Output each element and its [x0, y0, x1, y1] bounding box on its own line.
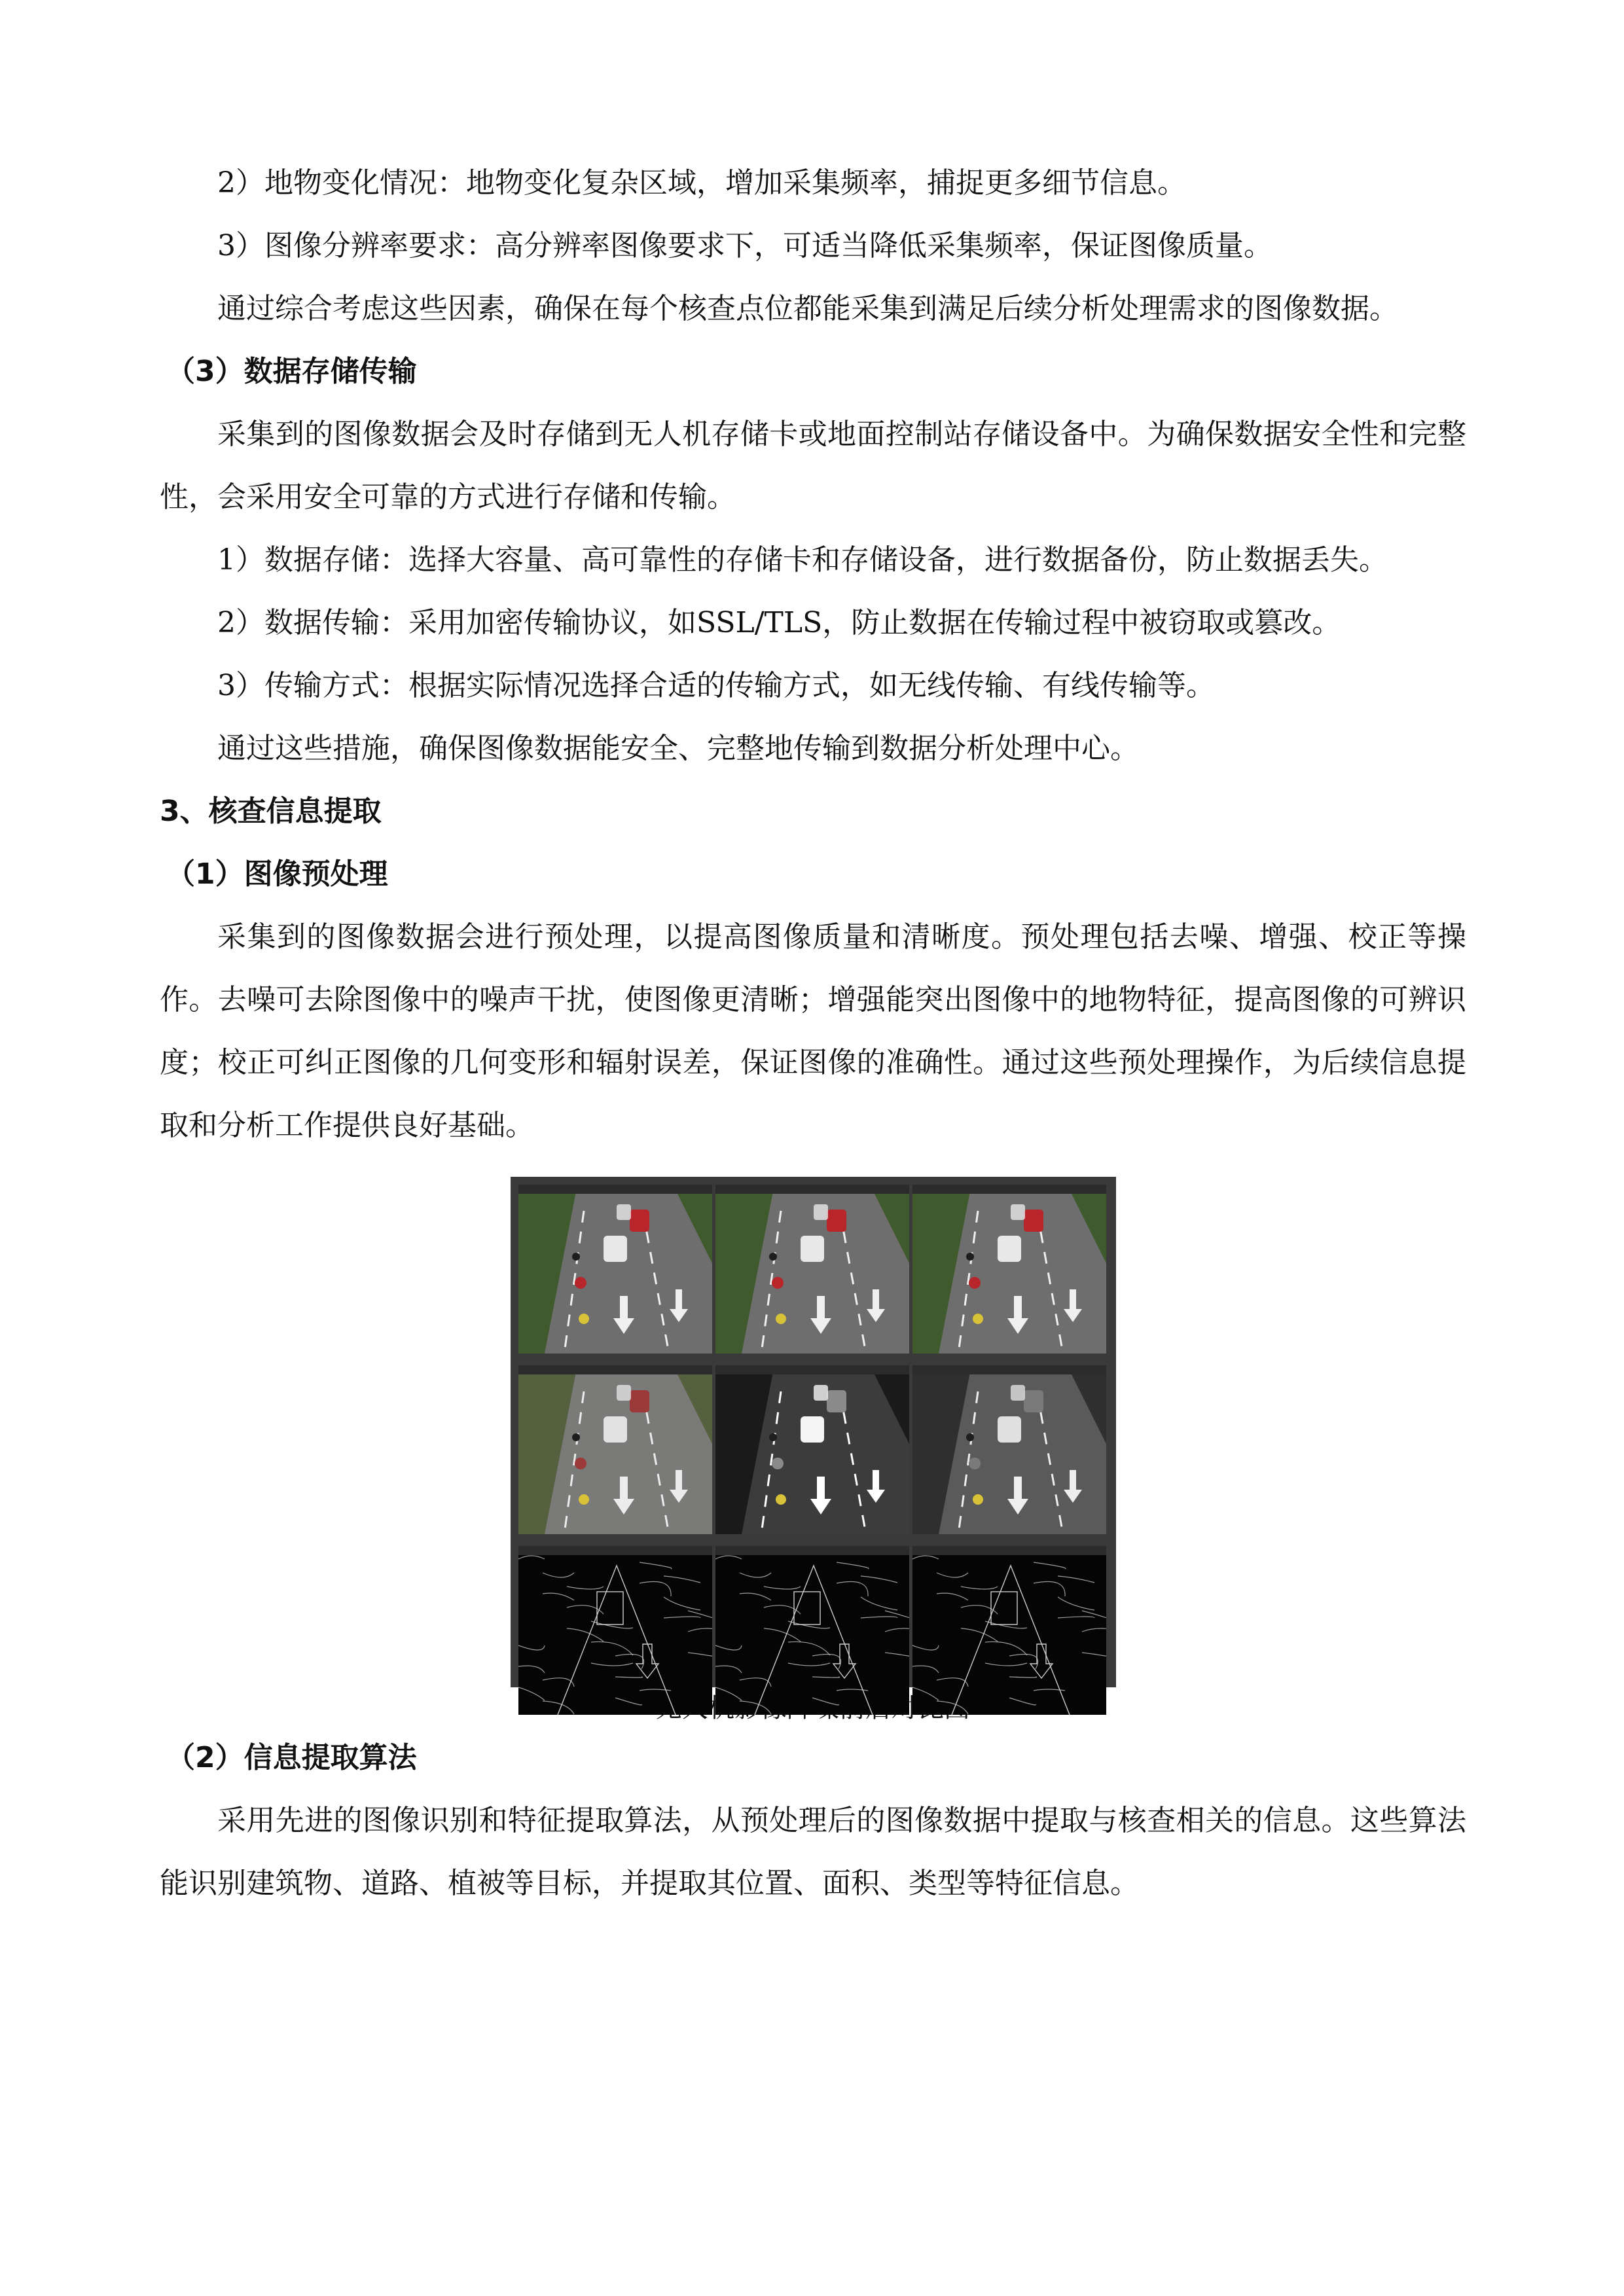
subsection-heading-algorithm: （2）信息提取算法 — [166, 1741, 417, 1774]
paragraph-summary-factors: 通过综合考虑这些因素，确保在每个核查点位都能采集到满足后续分析处理需求的图像数据。 — [217, 292, 1398, 325]
street-scene-image — [715, 1185, 909, 1354]
section-heading-extraction: 3、核查信息提取 — [160, 795, 382, 828]
street-scene-image — [912, 1365, 1106, 1534]
tile-title-bar — [715, 1546, 909, 1555]
figure-tile-edge — [715, 1546, 909, 1715]
figure-tile-color-muted — [518, 1365, 712, 1534]
figure-tile-gray — [912, 1365, 1106, 1534]
street-scene-image — [715, 1546, 909, 1715]
paragraph-change: 2）地物变化情况：地物变化复杂区域，增加采集频率，捕捉更多细节信息。 — [217, 166, 1186, 200]
figure-tile-edge — [518, 1546, 712, 1715]
paragraph-storage-3: 3）传输方式：根据实际情况选择合适的传输方式，如无线传输、有线传输等。 — [217, 669, 1215, 702]
document-page — [160, 152, 1466, 1915]
tile-title-bar — [912, 1546, 1106, 1555]
figure-tile-edge — [912, 1546, 1106, 1715]
tile-title-bar — [912, 1365, 1106, 1374]
tile-title-bar — [518, 1365, 712, 1374]
street-scene-image — [518, 1546, 712, 1715]
section-heading-storage: （3）数据存储传输 — [166, 355, 417, 388]
figure-image-grid — [511, 1177, 1116, 1687]
paragraph-storage-intro: 采集到的图像数据会及时存储到无人机存储卡或地面控制站存储设备中。为确保数据安全性和完整性，会采用安全可靠的方式进行存储和传输。 — [160, 418, 1466, 514]
tile-title-bar — [715, 1365, 909, 1374]
tile-title-bar — [912, 1185, 1106, 1194]
figure-tile-color — [518, 1185, 712, 1354]
street-scene-image — [518, 1185, 712, 1354]
paragraph-algorithm: 采用先进的图像识别和特征提取算法，从预处理后的图像数据中提取与核查相关的信息。这些算法能识别建筑物、道路、植被等目标，并提取其位置、面积、类型等特征信息。 — [160, 1804, 1466, 1900]
street-scene-image — [715, 1365, 909, 1534]
paragraph-storage-1: 1）数据存储：选择大容量、高可靠性的存储卡和存储设备，进行数据备份，防止数据丢失。 — [217, 543, 1388, 577]
figure-tile-gray-contrast — [715, 1365, 909, 1534]
street-scene-image — [912, 1185, 1106, 1354]
tile-title-bar — [715, 1185, 909, 1194]
figure-tile-color — [715, 1185, 909, 1354]
tile-title-bar — [518, 1185, 712, 1194]
paragraph-preprocess: 采集到的图像数据会进行预处理，以提高图像质量和清晰度。预处理包括去噪、增强、校正等操作。去噪可去除图像中的噪声干扰，使图像更清晰；增强能突出图像中的地物特征，提高图像的可辨识度；校正可纠正图像的几何变形和辐射误差，保证图像的准确性。通过这些预处理操作，为后续信息提取和分析工作提供良好基础。 — [160, 920, 1466, 1142]
figure-tile-color — [912, 1185, 1106, 1354]
street-scene-image — [912, 1546, 1106, 1715]
paragraph-storage-2: 2）数据传输：采用加密传输协议，如SSL/TLS，防止数据在传输过程中被窃取或篡改。 — [217, 606, 1341, 639]
paragraph-storage-summary: 通过这些措施，确保图像数据能安全、完整地传输到数据分析处理中心。 — [217, 732, 1139, 765]
street-scene-image — [518, 1365, 712, 1534]
paragraph-resolution: 3）图像分辨率要求：高分辨率图像要求下，可适当降低采集频率，保证图像质量。 — [217, 229, 1272, 262]
subsection-heading-preprocess: （1）图像预处理 — [166, 857, 388, 891]
figure-denoise-comparison — [160, 1177, 1466, 1727]
tile-title-bar — [518, 1546, 712, 1555]
